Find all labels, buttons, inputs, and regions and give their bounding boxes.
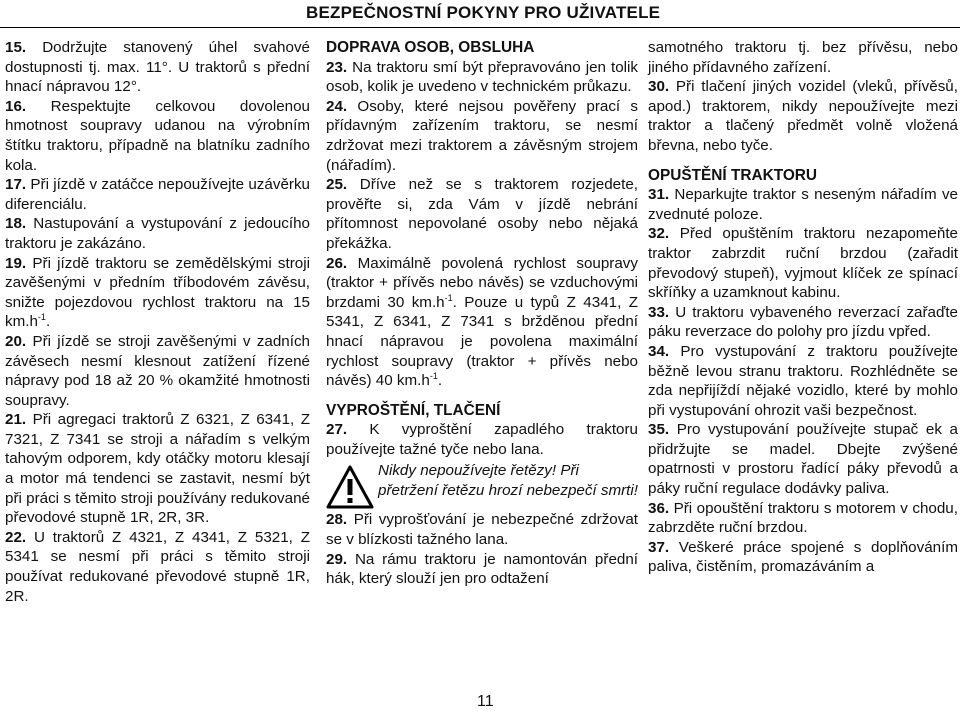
list-item: 27. K vyproštění zapadlého traktoru používejte tažné tyče nebo lana. (326, 421, 638, 458)
page-header (0, 3, 960, 28)
list-item: 22. U traktorů Z 4321, Z 4341, Z 5321, Z 5341 se nesmí při práci s těmito stroji používat redukované převodové stupně 1R, 2R. (5, 528, 310, 605)
column-1 (5, 38, 310, 606)
section-title-recovery: VYPROŠTĚNÍ, TLAČENÍ (326, 401, 501, 419)
page-number: 11 (477, 693, 494, 710)
list-item: 36. Při opouštění traktoru s motorem v chodu, zabrzděte ruční brzdou. (648, 499, 958, 537)
section-title-leaving: OPUŠTĚNÍ TRAKTORU (648, 166, 818, 184)
list-item: 24. Osoby, které nejsou pověřeny prací s přídavným zařízením traktoru, se nesmí zdržovat mezi traktorem a závěsným strojem (nářadím). (326, 97, 638, 174)
continuation-text: samotného traktoru tj. bez přívěsu, nebo jiného přídavného zařízení. (648, 39, 958, 76)
column-2 (326, 38, 638, 589)
list-item: 16. Respektujte celkovou dovolenou hmotnost soupravy udanou na výrobním štítku traktoru, případně na blatníku zadního kola. (5, 97, 310, 174)
list-item: 21. Při agregaci traktorů Z 6321, Z 6341, Z 7321, Z 7341 se stroji a nářadím s velkým tahovým odporem, kdy otáčky motoru klesají a motor má tendenci se zastavit, nesmí být při práci s těmito stroji používány redukované převodové stupně 1R, 2R, 3R. (5, 411, 310, 527)
list-item: 26. Maximálně povolená rychlost soupravy (traktor + přívěs nebo návěs) se vzduchovými brzdami 30 $km.h^{-1}$. Pouze u typů Z 4341, Z 5341, Z 6341, Z 7341 s bržděnou přední hnací nápravou je povolena maximální rychlost soupravy (traktor + přívěs nebo návěs) 40 $km.h^{-1}$. (326, 254, 638, 390)
page-title: BEZPEČNOSTNÍ POKYNY PRO UŽIVATELE (306, 3, 661, 22)
warning-box (326, 461, 638, 509)
list-item: 15. Dodržujte stanovený úhel svahové dostupnosti tj. max. 11°. U traktorů s přední hnací nápravou 12°. (5, 39, 310, 96)
list-item: 19. Při jízdě traktoru se zemědělskými stroji zavěšenými v předním tříbodovém závěsu, snižte pojezdovou rychlost traktoru na 15 $km.h^{-1}$. (5, 254, 310, 331)
warning-text: Nikdy nepoužívejte řetězy! Při přetržení řetězu hrozí nebezpečí smrti! (378, 462, 638, 500)
column-3 (648, 38, 958, 577)
list-item: 18. Nastupování a vystupování z jedoucího traktoru je zakázáno. (5, 215, 310, 252)
list-item: 31. Neparkujte traktor s neseným nářadím ve zvednuté poloze. (648, 186, 958, 223)
list-item: 35. Pro vystupování používejte stupač ek a přidržujte se madel. Dbejte zvýšené opatrnosti v prostoru řadící páky převodů a páky ruční regulace dodávky paliva. (648, 421, 958, 498)
list-item: 28. Při vyprošťování je nebezpečné zdržovat se v blízkosti tažného lana. (326, 511, 638, 549)
list-item: 37. Veškeré práce spojené s doplňováním paliva, čistěním, promazáváním a (648, 538, 958, 576)
list-item: 32. Před opuštěním traktoru nezapomeňte traktor zabrzdit ruční brzdou (zařadit převodový stupeň), vyjmout klíček ze spínací skříňky a uzamknout kabinu. (648, 225, 958, 302)
list-item: 30. Při tlačení jiných vozidel (vleků, přívěsů, apod.) traktorem, nikdy nepoužívejte mezi traktor a tlačený předmět volně vložená břevna, nebo tyče. (648, 78, 958, 154)
list-item: 23. Na traktoru smí být přepravováno jen tolik osob, kolik je uvedeno v technickém průkazu. (326, 58, 638, 96)
list-item: 25. Dříve než se s traktorem rozjedete, prověřte si, zda Vám v jízdě nebrání přítomnost nepovolané osoby nebo nějaká překážka. (326, 176, 638, 252)
list-item: 20. Při jízdě se stroji zavěšenými v zadních závěsech nesmí klesnout zatížení řízené nápravy pod 18 až 20 % okamžité hmotnosti soupravy. (5, 332, 310, 409)
list-item: 17. Při jízdě v zatáčce nepoužívejte uzávěrku diferenciálu. (5, 176, 310, 213)
list-item: 33. U traktoru vybaveného reverzací zařaďte páku reverzace do polohy pro jízdu vpřed. (648, 303, 958, 341)
section-title-transport: DOPRAVA OSOB, OBSLUHA (326, 39, 535, 56)
list-item: 34. Pro vystupování z traktoru používejte běžně levou stranu traktoru. Rozhlédněte se zda nepřijíždí nějaké vozidlo, které by mohlo při vystupování ohrozit vaši bezpečnost. (648, 342, 958, 419)
list-item: 29. Na rámu traktoru je namontován přední hák, který slouží jen pro odtažení (326, 550, 638, 588)
warning-triangle-icon (326, 465, 374, 509)
